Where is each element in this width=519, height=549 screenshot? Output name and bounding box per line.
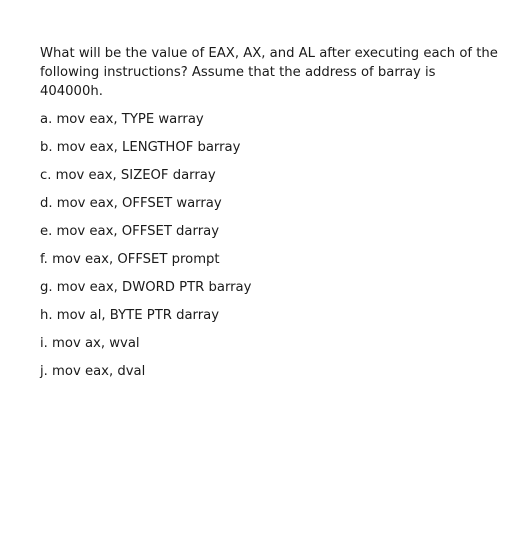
instruction-item-d: d. mov eax, OFFSET warray: [40, 196, 222, 211]
instruction-item-c: c. mov eax, SIZEOF darray: [40, 168, 216, 183]
instruction-list: [40, 110, 500, 390]
instruction-item-j: j. mov eax, dval: [40, 364, 146, 379]
instruction-item-b: b. mov eax, LENGTHOF barray: [40, 140, 241, 155]
instruction-item-i: i. mov ax, wval: [40, 336, 140, 351]
instruction-item-a: a. mov eax, TYPE warray: [40, 112, 204, 127]
instruction-item-e: e. mov eax, OFFSET darray: [40, 224, 220, 239]
question-text: What will be the value of EAX, AX, and AL after executing each of the following instructions? Assume that the address of barray is 404000h.: [40, 46, 498, 99]
instruction-item-f: f. mov eax, OFFSET prompt: [40, 252, 220, 267]
document-body: [40, 44, 500, 390]
instruction-item-g: g. mov eax, DWORD PTR barray: [40, 280, 252, 295]
instruction-item-h: h. mov al, BYTE PTR darray: [40, 308, 220, 323]
